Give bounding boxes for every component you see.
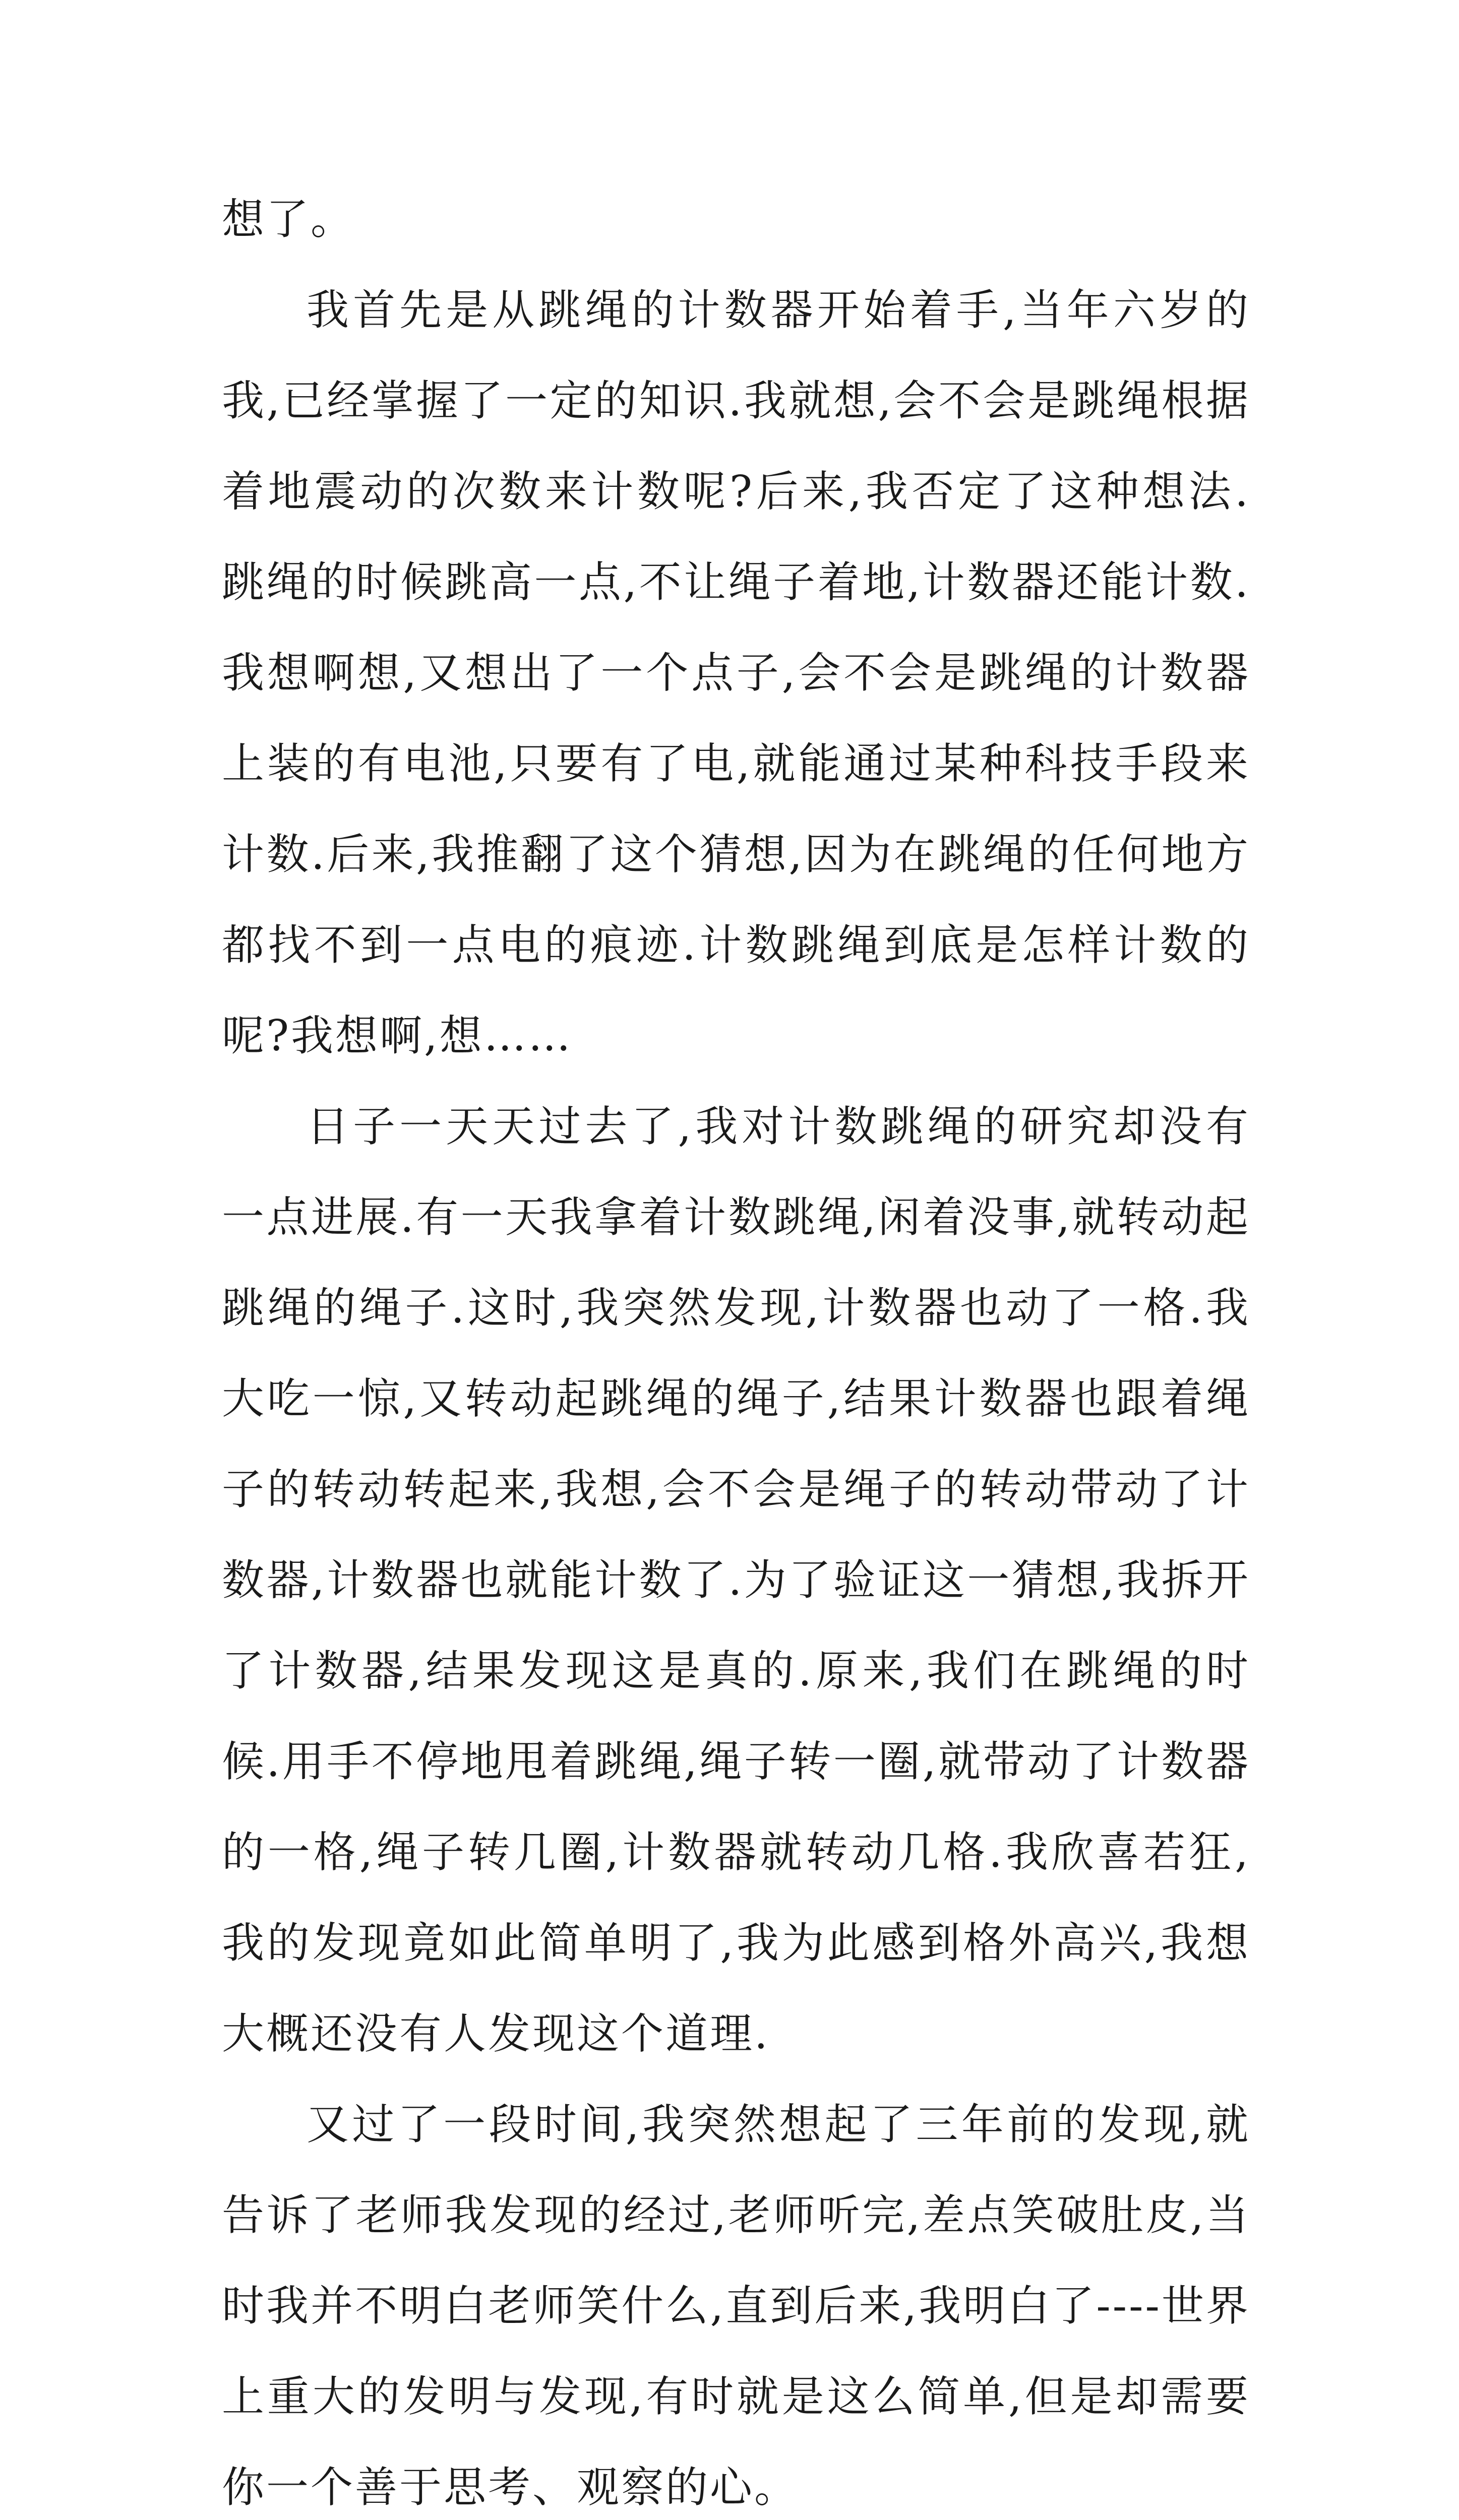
paragraph-continuation: 想了。 — [222, 195, 355, 244]
paragraph-counter-guesses: 我首先是从跳绳的计数器开始着手,当年六岁的我,已经掌握了一定的知识.我就想,会不会是跳绳根据着地震动的次数来计数呢?后来,我否定了这种想法.跳绳的时候跳高一点,不让绳子着地,计数器还能计数.我想啊想,又想出了一个点子,会不会是跳绳的计数器上装的有电池,只要有了电,就能通过某种科技手段来计数.后来,我推翻了这个猜想,因为在跳绳的任何地方都找不到一点电的痕迹.计数跳绳到底是怎样计数的呢?我想啊,想…… — [222, 285, 1250, 1060]
paragraph-discovery: 日子一天天过去了,我对计数跳绳的研究却没有一点进展.有一天我拿着计数跳绳,闲着没事,就转动起跳绳的绳子.这时,我突然发现,计数器也动了一格.我大吃一惊,又转动起跳绳的绳子,结果计数器也跟着绳子的转动转起来,我想,会不会是绳子的转动带动了计数器,计数器也就能计数了.为了验证这一猜想,我拆开了计数器,结果发现这是真的.原来,我们在跳绳的时候.用手不停地甩着跳绳,绳子转一圈,就带动了计数器的一格,绳子转几圈,计数器就转动几格.我欣喜若狂,我的发现竟如此简单明了,我为此感到格外高兴,我想大概还没有人发现这个道理. — [222, 1102, 1250, 2058]
paragraph-conclusion: 又过了一段时间,我突然想起了三年前的发现,就告诉了老师我发现的经过,老师听完,差点笑破肚皮,当时我并不明白老师笑什么,直到后来,我明白了----世界上重大的发明与发现,有时就是这么简单,但是却需要你一个善于思考、观察的心。 — [222, 2100, 1250, 2512]
body-text — [222, 174, 1250, 2520]
